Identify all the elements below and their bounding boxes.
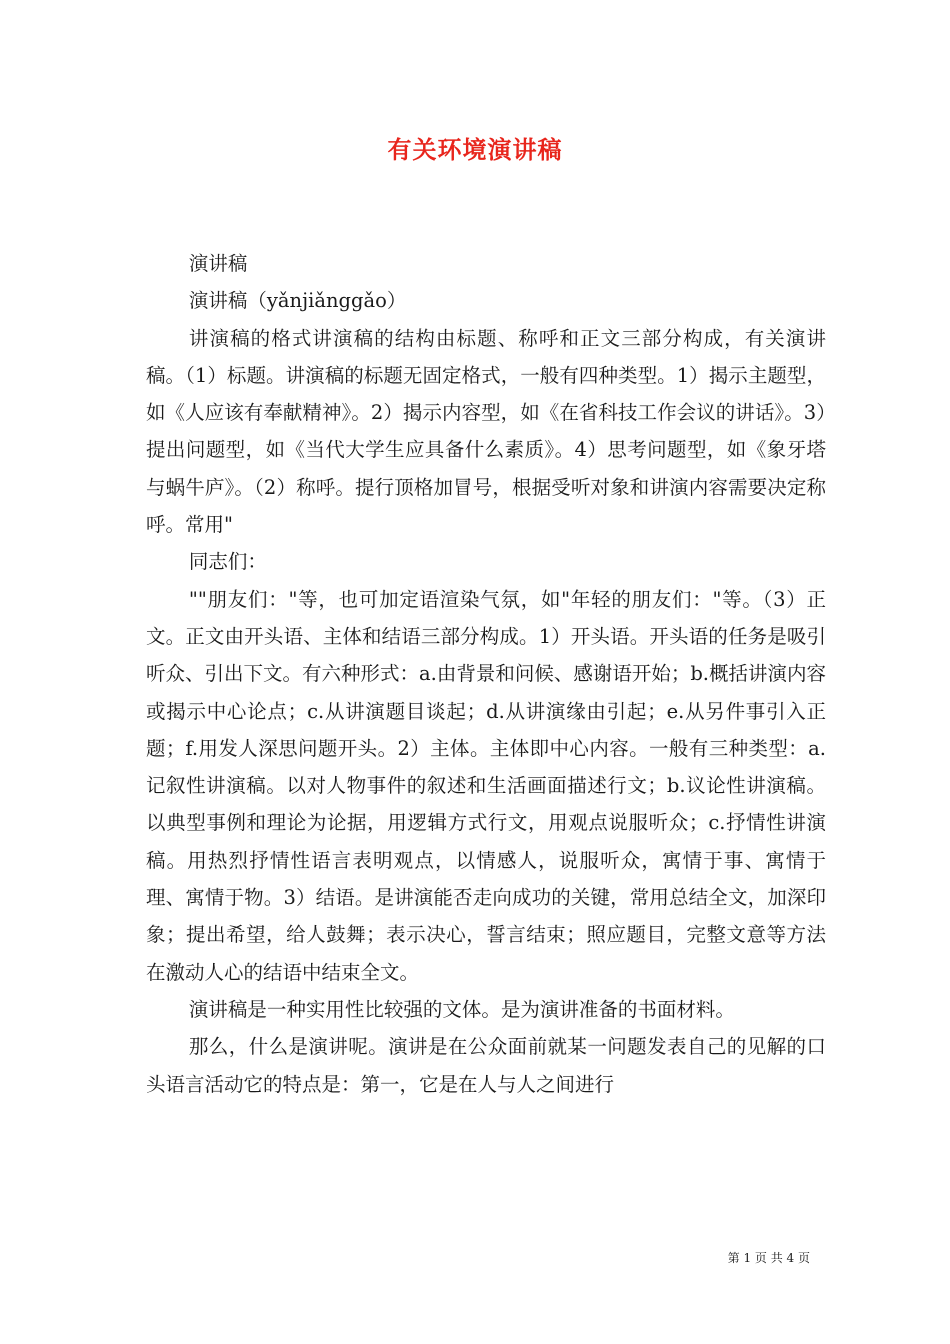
paragraph: 同志们： [188,550,267,574]
document-body [146,245,826,1103]
paragraph: 演讲稿（yǎnjiǎnggǎo） [188,289,407,313]
document-title: 有关环境演讲稿 [387,135,563,164]
paragraph: 讲演稿的格式讲演稿的结构由标题、称呼和正文三部分构成，有关演讲稿。（1）标题。讲演稿的标题无固定格式，一般有四种类型。1）揭示主题型，如《人应该有奉献精神》。2）揭示内容型，如《在省科技工作会议的讲话》。3）提出问题型，如《当代大学生应具备什么素质》。4）思考问题型，如《象牙塔与蜗牛庐》。（2）称呼。提行顶格加冒号，根据受听对象和讲演内容需要决定称呼。常用" [146,326,826,537]
page-number: 第 1 页 共 4 页 [727,1251,810,1265]
paragraph: 那么，什么是演讲呢。演讲是在公众面前就某一问题发表自己的见解的口头语言活动它的特点是：第一，它是在人与人之间进行 [146,1035,826,1096]
paragraph: ""朋友们："等，也可加定语渲染气氛，如"年轻的朋友们："等。（3）正文。正文由开头语、主体和结语三部分构成。1）开头语。开头语的任务是吸引听众、引出下文。有六种形式：a.由背景和问候、感谢语开始；b.概括讲演内容或揭示中心论点；c.从讲演题目谈起；d.从讲演缘由引起；e.从另件事引入正题；f.用发人深思问题开头。2）主体。主体即中心内容。一般有三种类型：a.记叙性讲演稿。以对人物事件的叙述和生活画面描述行文；b.议论性讲演稿。以典型事例和理论为论据，用逻辑方式行文，用观点说服听众；c.抒情性讲演稿。用热烈抒情性语言表明观点，以情感人，说服听众，寓情于事、寓情于理、寓情于物。3）结语。是讲演能否走向成功的关键，常用总结全文，加深印象；提出希望，给人鼓舞；表示决心，誓言结束；照应题目，完整文意等方法在激动人心的结语中结束全文。 [146,587,827,984]
paragraph: 演讲稿 [188,252,248,275]
paragraph: 演讲稿是一种实用性比较强的文体。是为演讲准备的书面材料。 [188,997,735,1021]
